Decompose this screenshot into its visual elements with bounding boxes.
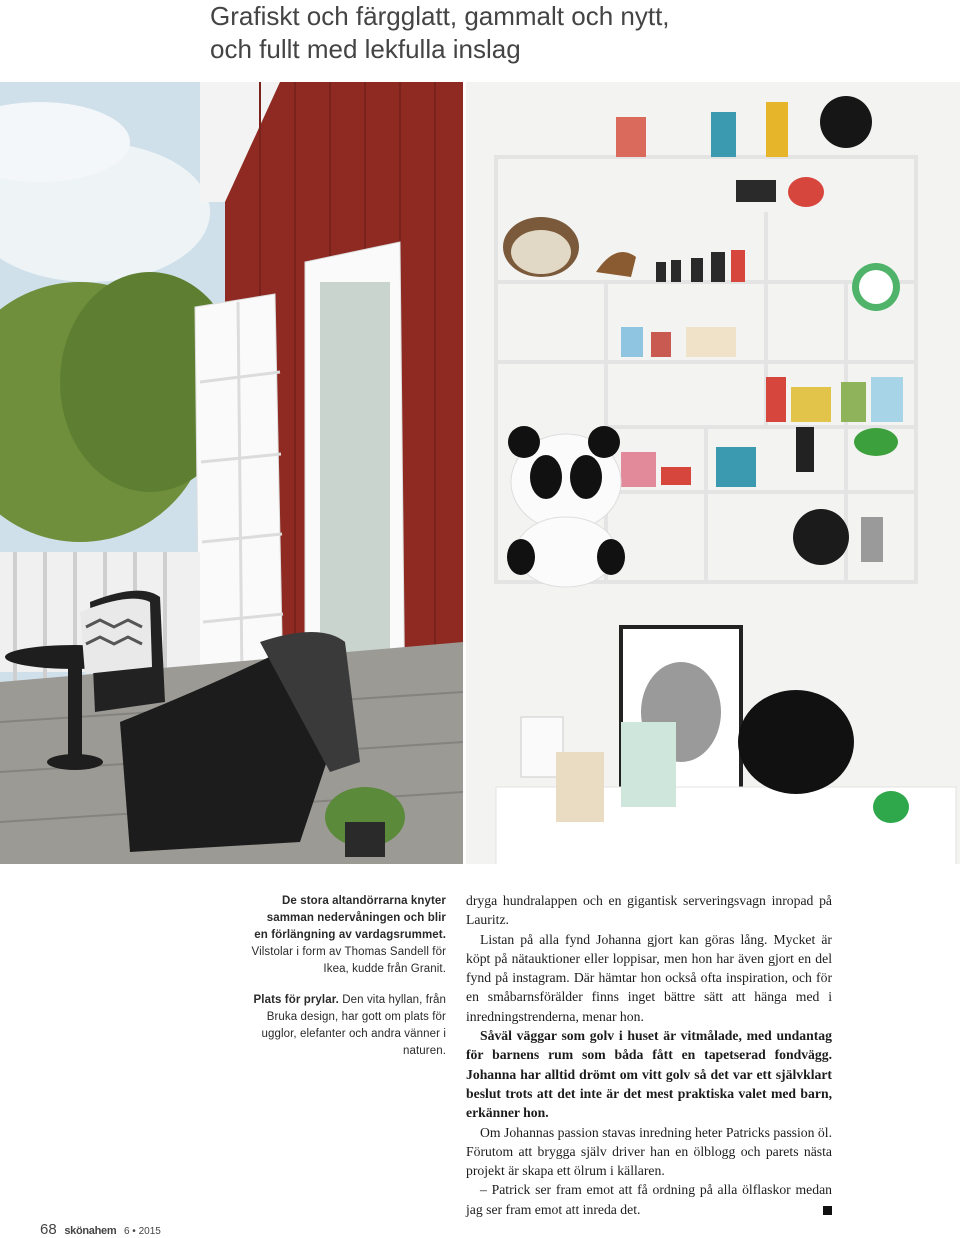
paragraph-5-text: – Patrick ser fram emot att få ordning på alla ölflaskor medan jag ser fram emot att inreda det.	[466, 1182, 832, 1217]
photo-shelf	[466, 82, 960, 864]
shelf-illustration	[466, 82, 960, 864]
paragraph-1: dryga hundralappen och en gigantisk serveringsvagn inropad på Lauritz.	[466, 893, 832, 928]
paragraph-5	[466, 1180, 832, 1219]
paragraph-4: Om Johannas passion stavas inredning heter Patricks passion öl. Förutom att brygga själv driver han en ölblogg och parets nästa projekt är skapa ett ölrum i källaren.	[466, 1124, 832, 1179]
page-footer	[40, 1221, 161, 1238]
paragraph-3: Såväl väggar som golv i huset är vitmålade, med undantag för barnens rum som båda fått en tapetserad fondvägg. Johanna har alltid drömt om vitt golv så det var ett självklart beslut trots att det inte är det mest praktiska valet med barn, erkänner hon.	[466, 1028, 832, 1121]
magazine-name: skönahem	[64, 1225, 117, 1237]
photo-veranda	[0, 82, 463, 864]
issue-number: 6 • 2015	[123, 1226, 161, 1237]
caption-veranda-text: Vilstolar i form av Thomas Sandell för Ikea, kudde från Granit.	[251, 946, 446, 975]
headline	[210, 0, 910, 66]
headline-line-2: och fullt med lekfulla inslag	[210, 34, 521, 64]
photo-captions	[250, 893, 446, 1074]
page-number: 68	[40, 1221, 57, 1238]
veranda-illustration	[0, 82, 463, 864]
paragraph-2: Listan på alla fynd Johanna gjort kan göras lång. Mycket är köpt på nätauktioner eller loppisar, men hon har även gjort en del fynd på instagram. Där hämtar hon också ofta inspiration, och för en småbarnsförälder finns inget bättre sätt att hänga med i inredningstrenderna, menar hon.	[466, 931, 832, 1024]
caption-veranda-lead: De stora altandörrarna knyter samman nedervåningen och blir en förlängning av vardagsrummet.	[254, 895, 446, 941]
article-body	[466, 891, 832, 1219]
caption-shelf-lead: Plats för prylar.	[253, 994, 339, 1006]
headline-line-1: Grafiskt och färgglatt, gammalt och nytt,	[210, 1, 670, 31]
end-mark-icon	[823, 1206, 832, 1215]
caption-shelf-text: Den vita hyllan, från Bruka design, har gott om plats för ugglor, elefanter och andra vänner i naturen.	[261, 994, 446, 1057]
caption-shelf	[250, 992, 446, 1060]
caption-veranda	[250, 893, 446, 978]
